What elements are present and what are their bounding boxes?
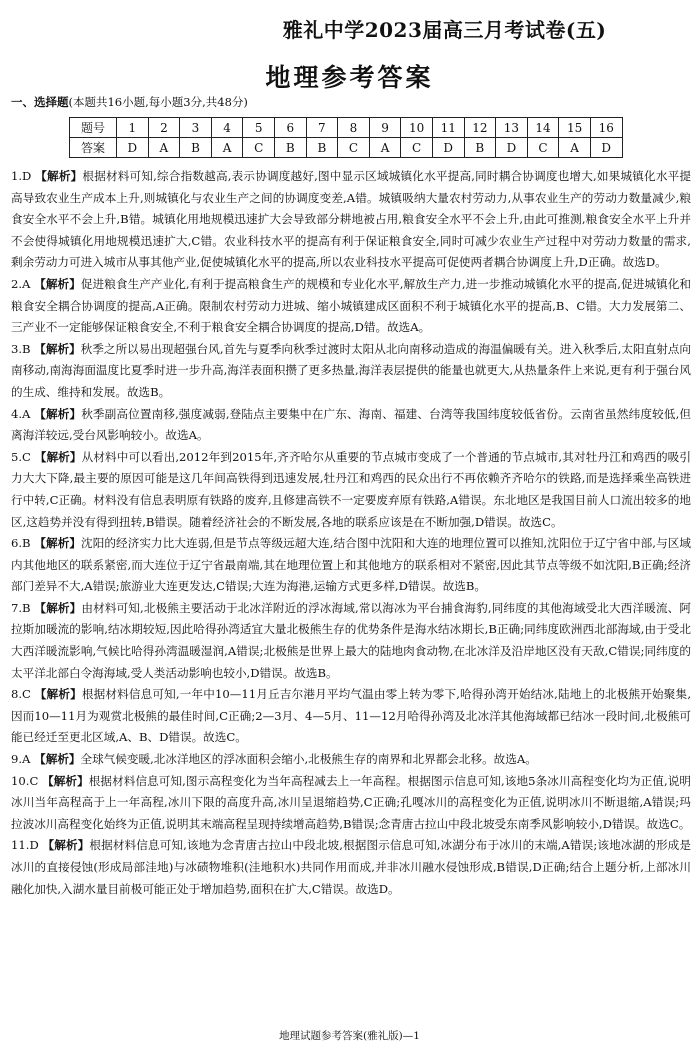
analysis-tag: 【解析】 — [34, 600, 82, 615]
answer-cell: B — [464, 138, 496, 158]
question-explanation — [11, 533, 691, 598]
answer-table-number-row — [70, 118, 623, 138]
question-number-cell: 16 — [590, 118, 622, 138]
question-number: 6.B — [11, 536, 31, 551]
section-heading-label: 一、选择题 — [11, 95, 69, 109]
explanation-text: 秋季之所以易出现超强台风,首先与夏季向秋季过渡时太阳从北向南移动造成的海温偏暖有关。进入秋季后,太阳直射点向南移动,南海海面温度比夏季时进一步升高,海洋表面积攒了更多热量,海洋表层提供的能量也就更大,从热量条件上来说,更有利于强台风的生成、维持和发展。故选B。 — [11, 341, 691, 399]
answer-table-row1-label: 题号 — [70, 118, 117, 138]
question-explanation — [11, 166, 691, 274]
analysis-tag: 【解析】 — [34, 341, 81, 356]
answer-cell: D — [590, 138, 622, 158]
page-footer: 地理试题参考答案(雅礼版)—1 — [279, 1030, 420, 1042]
question-number: 11.D — [11, 838, 39, 853]
question-number-cell: 6 — [274, 118, 306, 138]
question-number-cell: 12 — [464, 118, 496, 138]
analysis-tag: 【解析】 — [35, 169, 83, 183]
question-number: 7.B — [11, 600, 31, 615]
question-number-cell: 13 — [496, 118, 528, 138]
answer-cell: C — [527, 138, 559, 158]
question-number-cell: 8 — [338, 118, 370, 138]
explanation-text: 全球气候变暖,北冰洋地区的浮冰面积会缩小,北极熊生存的南界和北界都会北移。故选A。 — [80, 752, 537, 767]
answer-cell: C — [243, 138, 275, 158]
section-heading-note: (本题共16小题,每小题3分,共48分) — [68, 95, 248, 109]
analysis-tag: 【解析】 — [42, 773, 89, 788]
answer-cell: D — [117, 138, 149, 158]
question-number-cell: 3 — [180, 118, 212, 138]
answer-table-row2-label: 答案 — [70, 138, 117, 158]
question-number-cell: 1 — [117, 118, 149, 138]
explanation-text: 促进粮食生产产业化,有利于提高粮食生产的规模和专业化水平,解放生产力,进一步推动城镇化水平的提高,促进城镇化和粮食安全耦合协调度的提高,A正确。限制农村劳动力进城、缩小城镇建成区面积不利于城镇化水平的提高,B、C错。大力发展第二、三产业不一定能够保证粮食安全,不利于粮食安全耦合协调度的提高,D错。故选A。 — [11, 276, 691, 335]
exam-header — [0, 14, 699, 43]
analysis-tag: 【解析】 — [34, 752, 81, 767]
question-number-cell: 9 — [369, 118, 401, 138]
question-number: 3.B — [11, 341, 31, 356]
answer-cell: A — [369, 138, 401, 158]
answer-table-answer-row — [70, 138, 623, 158]
answer-cell: A — [148, 138, 180, 158]
question-number-cell: 4 — [211, 118, 243, 138]
explanation-text: 根据材料信息可知,一年中10—11月丘吉尔港月平均气温由零上转为零下,哈得孙湾开始结冰,陆地上的北极熊开始聚集,因而10—11月为观赏北极熊的最佳时间,C正确;2—3月、4—5月、11—12月哈得孙湾及北冰洋其他海域都已结冰一段时间,北极熊可能已经迁至更北区域,A、B、D错误。故选C。 — [11, 687, 692, 745]
answer-cell: B — [274, 138, 306, 158]
answer-cell: A — [559, 138, 591, 158]
explanation-text: 根据材料信息可知,图示高程变化为当年高程减去上一年高程。根据图示信息可知,该地5条冰川高程变化均为正值,说明冰川当年高程高于上一年高程,冰川下限的高度升高,冰川呈退缩趋势,C正确;孔嘎冰川的高程变化为正值,说明冰川不断退缩,A错误;玛拉波冰川高程变化始终为正值,说明其末端高程呈现持续增高趋势,B错误;念青唐古拉山中段北坡受东南季风影响较小,D错误。故选C。 — [11, 773, 691, 831]
answer-cell: D — [432, 138, 464, 158]
question-explanation — [11, 684, 691, 749]
question-explanation — [11, 749, 691, 771]
analysis-tag: 【解析】 — [34, 536, 82, 551]
question-number: 5.C — [11, 449, 31, 464]
question-number: 8.C — [11, 687, 31, 702]
analysis-tag: 【解析】 — [42, 838, 90, 853]
question-number-cell: 10 — [401, 118, 433, 138]
exam-header-text: 雅礼中学2023届高三月考试卷(五) — [282, 18, 607, 42]
explanation-text: 根据材料信息可知,该地为念青唐古拉山中段北坡,根据图示信息可知,冰湖分布于冰川的末端,A错误;该地冰湖的形成是冰川的直接侵蚀(形成局部洼地)与冰碛物堆积(洼地积水)共同作用而成,并非冰川融水侵蚀形成,B错误,D正确;结合上题分析,上部冰川融化加快,入湖水量目前极可能正处于增加趋势,面积在扩大,C错误。故选D。 — [11, 838, 691, 896]
analysis-tag: 【解析】 — [34, 406, 82, 421]
explanation-text: 由材料可知,北极熊主要活动于北冰洋附近的浮冰海域,常以海冰为平台捕食海豹,同纬度的其他海域受北大西洋暖流、阿拉斯加暖流的影响,结冰期较短,因此哈得孙湾适宜大量北极熊生存的优势条件是海水结冰期长,B正确;同纬度欧洲西北部海域,由于受北大西洋暖流影响,气候比哈得孙湾温暖湿润,A错误;北极熊是世界上最大的陆地肉食动物,在北冰洋及沿岸地区没有天敌,C错误;同纬度的太平洋北部白令海海域,受人类活动影响也较小,D错误。故选B。 — [11, 600, 691, 680]
question-number-cell: 11 — [432, 118, 464, 138]
answer-table — [69, 117, 623, 158]
question-number-cell: 14 — [527, 118, 559, 138]
question-explanation — [11, 404, 691, 447]
question-number: 10.C — [11, 773, 39, 788]
question-number-cell: 15 — [559, 118, 591, 138]
answer-cell: C — [401, 138, 433, 158]
explanation-text: 根据材料可知,综合指数越高,表示协调度越好,图中显示区域城镇化水平提高,同时耦合协调度也增大,如果城镇化水平提高导致农业生产成本上升,则城镇化与农业生产之间的协调度变差,A错。城镇吸纳大量农村劳动力,从事农业生产的劳动力数量减少,粮食安全水平不会上升,B错。城镇化用地规模迅速扩大会导致部分耕地被占用,粮食安全水平不会上升,由此可推测,粮食安全水平上升并不会使得城镇化用地规模迅速扩大,C错。农业科技水平的提高有利于保证粮食安全,同时可减少农业生产过程中对劳动力数量的需求,剩余劳动力可进入城市从事其他产业,促使城镇化水平的提高,所以农业科技水平提高可促使两者耦合协调度上升,D正确。故选D。 — [11, 169, 691, 270]
answer-cell: A — [211, 138, 243, 158]
explanation-text: 沈阳的经济实力比大连弱,但是节点等级远超大连,结合图中沈阳和大连的地理位置可以推知,沈阳位于辽宁省中部,与区域内其他地区的联系紧密,而大连位于辽宁省最南端,其在地理位置上和其他地方的联系相对不紧密,因此其节点等级不如沈阳,B正确;经济部门差异不大,A错误;旅游业大连更发达,C错误;大连为海港,运输方式更多样,D错误。故选B。 — [11, 536, 691, 594]
analysis-tag: 【解析】 — [34, 276, 81, 291]
answer-cell: B — [180, 138, 212, 158]
section-heading — [11, 94, 248, 110]
explanation-text: 秋季副高位置南移,强度减弱,登陆点主要集中在广东、海南、福建、台湾等我国纬度较低省份。云南省虽然纬度较低,但离海洋较远,受台风影响较小。故选A。 — [11, 406, 691, 443]
question-number: 4.A — [11, 406, 31, 421]
question-number-cell: 2 — [148, 118, 180, 138]
answer-cell: B — [306, 138, 338, 158]
question-number: 1.D — [11, 169, 32, 183]
question-number: 9.A — [11, 752, 31, 767]
page-title: 地理参考答案 — [265, 63, 434, 92]
question-explanation — [11, 598, 691, 684]
question-explanation — [11, 447, 691, 533]
question-explanation — [11, 771, 691, 836]
explanation-text: 从材料中可以看出,2012年到2015年,齐齐哈尔从重要的节点城市变成了一个普通的节点城市,其对牡丹江和鸡西的吸引力大大下降,最主要的原因可能是这几年间高铁得到迅速发展,牡丹江和鸡西的民众出行不再依赖齐齐哈尔的铁路,而是选择乘坐高铁进行中转,C正确。材料没有信息表明原有铁路的废弃,且修建高铁不一定要废弃原有铁路,A错误。东北地区是我国目前人口流出较多的地区,这趋势并没有得到扭转,B错误。随着经济社会的不断发展,各地的联系应该是在不断加强,D错误。故选C。 — [11, 449, 691, 529]
explanations — [11, 166, 691, 900]
question-number: 2.A — [11, 276, 31, 291]
question-number-cell: 5 — [243, 118, 275, 138]
analysis-tag: 【解析】 — [34, 687, 82, 702]
question-explanation — [11, 274, 691, 339]
answer-cell: D — [496, 138, 528, 158]
answer-cell: C — [338, 138, 370, 158]
question-explanation — [11, 835, 691, 900]
analysis-tag: 【解析】 — [34, 449, 82, 464]
question-explanation — [11, 339, 691, 404]
question-number-cell: 7 — [306, 118, 338, 138]
